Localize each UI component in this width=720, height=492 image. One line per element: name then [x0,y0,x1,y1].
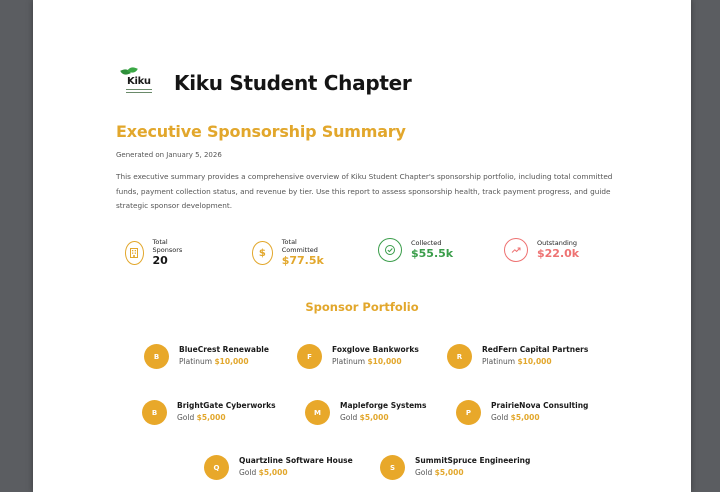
sponsor-card [447,344,588,369]
report-title: Executive Sponsorship Summary [116,122,406,141]
sponsor-amount: $5,000 [434,468,464,477]
stat-collected [378,238,453,262]
sponsor-initial-badge: F [297,344,322,369]
sponsor-amount: $10,000 [517,357,552,366]
sponsor-name: Mapleforge Systems [340,401,427,410]
sponsor-tier: Platinum [332,357,366,366]
sponsor-amount: $10,000 [214,357,249,366]
org-name: Kiku Student Chapter [174,71,412,95]
stat-value: 20 [152,254,168,267]
stat-total-sponsors [125,238,188,268]
report-page [33,0,691,492]
trending-up-icon [504,238,528,262]
sponsor-tier: Platinum [482,357,516,366]
sponsor-amount: $5,000 [258,468,288,477]
stat-value: $22.0k [537,247,580,260]
sponsor-amount: $10,000 [367,357,402,366]
sponsor-amount: $5,000 [510,413,540,422]
stat-label: Outstanding [537,239,577,247]
sponsor-name: SummitSpruce Engineering [415,456,531,465]
sponsor-initial-badge: Q [204,455,229,480]
sponsor-name: BlueCrest Renewable [179,345,269,354]
stat-value: $77.5k [281,254,324,267]
logo-text: Kiku [127,76,151,87]
sponsor-card [142,400,276,425]
sponsor-card [305,400,426,425]
sponsor-card [144,344,269,369]
sponsor-initial-badge: R [447,344,472,369]
sponsor-card [204,455,353,480]
portfolio-title: Sponsor Portfolio [305,300,419,314]
report-header [119,66,411,100]
kiku-logo [119,66,159,100]
sponsor-tier: Gold [177,413,195,422]
sponsor-name: BrightGate Cyberworks [177,401,276,410]
sponsor-tier: Gold [239,468,257,477]
sponsor-tier: Gold [491,413,509,422]
sponsor-name: Quartzline Software House [239,456,353,465]
dollar-icon: $ [252,241,273,265]
sponsor-card [297,344,419,369]
stat-label: Collected [411,239,442,247]
sponsor-card [380,455,530,480]
stat-value: $55.5k [411,247,454,260]
generated-date: Generated on January 5, 2026 [116,151,222,159]
sponsor-card [456,400,588,425]
sponsor-amount: $5,000 [196,413,226,422]
sponsor-initial-badge: P [456,400,481,425]
sponsor-name: Foxglove Bankworks [332,345,419,354]
stat-outstanding [504,238,579,262]
sponsor-name: PrairieNova Consulting [491,401,589,410]
sponsor-initial-badge: M [305,400,330,425]
sponsor-initial-badge: B [142,400,167,425]
logo-tagline-lines [126,89,152,93]
stat-label: Total Committed [281,238,318,254]
stat-label: Total Sponsors [152,238,183,254]
stat-total-committed [252,238,327,268]
sponsor-tier: Platinum [179,357,213,366]
intro-paragraph: This executive summary provides a comprehensive overview of Kiku Student Chapter's sponsorship portfolio, including total committed funds, payment collection status, and revenue by tier. Use this report to assess sponsorship health, track payment progress, and guide strategic sponsor development. [116,172,613,210]
building-icon [125,241,144,265]
sponsor-name: RedFern Capital Partners [482,345,589,354]
sponsor-tier: Gold [415,468,433,477]
check-circle-icon [378,238,402,262]
sponsor-initial-badge: S [380,455,405,480]
sponsor-amount: $5,000 [359,413,389,422]
sponsor-initial-badge: B [144,344,169,369]
sponsor-tier: Gold [340,413,358,422]
